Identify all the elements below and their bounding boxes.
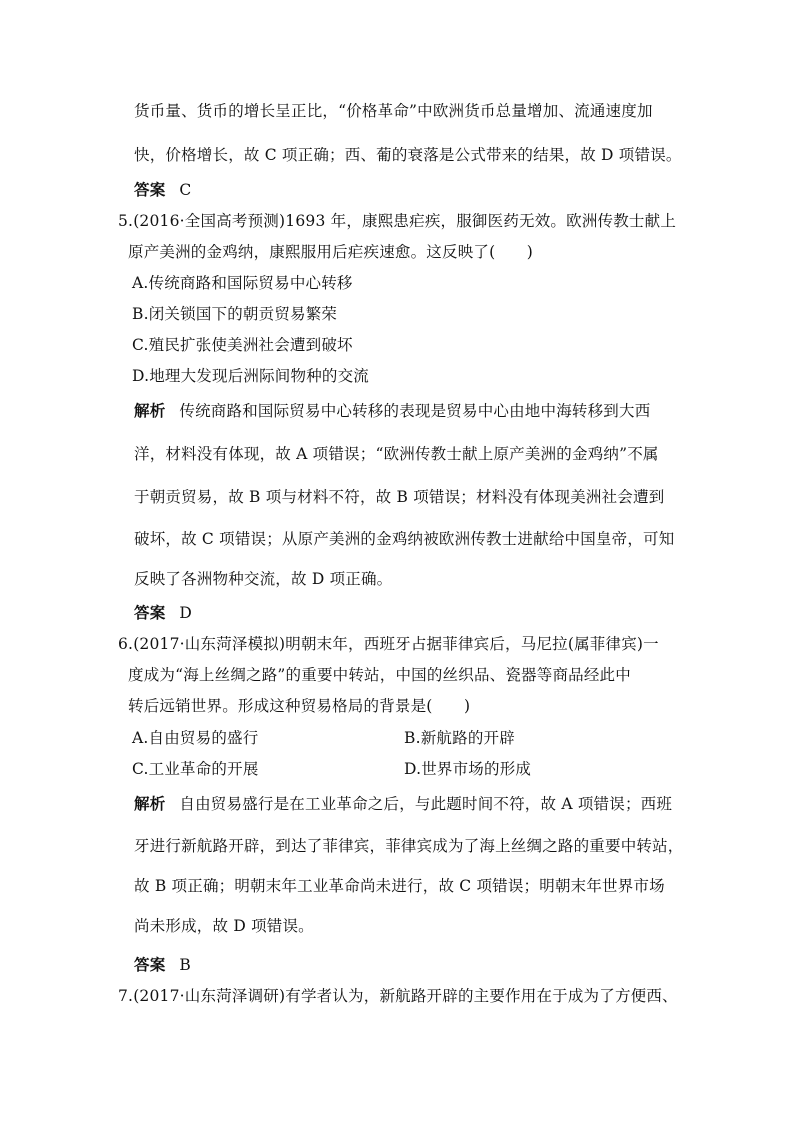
answer-value: B <box>179 956 191 974</box>
q6-explanation-line-3: 故 B 项正确；明朝末年工业革命尚未进行，故 C 项错误；明朝末年世界市场 <box>134 877 665 895</box>
analysis-label: 解析 <box>134 794 166 813</box>
q5-explanation-line-3: 于朝贡贸易，故 B 项与材料不符，故 B 项错误；材料没有体现美洲社会遭到 <box>134 488 665 506</box>
answer-label: 答案 <box>134 955 166 974</box>
explanation-text: 自由贸易盛行是在工业革命之后，与此题时间不符，故 A 项错误；西班 <box>179 795 673 813</box>
q6-explanation-line-2: 牙进行新航路开辟，到达了菲律宾，菲律宾成为了海上丝绸之路的重要中转站， <box>134 837 684 855</box>
q5-answer <box>134 603 192 623</box>
q5-stem-line-2: 原产美洲的金鸡纳，康熙服用后疟疾速愈。这反映了( ) <box>128 243 533 261</box>
q6-stem-line-2: 度成为“海上丝绸之路”的重要中转站，中国的丝织品、瓷器等商品经此中 <box>128 666 631 684</box>
q6-option-d: D.世界市场的形成 <box>404 760 532 778</box>
q6-option-a: A.自由贸易的盛行 <box>132 729 259 747</box>
q5-explanation-line-4: 破坏，故 C 项错误；从原产美洲的金鸡纳被欧洲传教士进献给中国皇帝，可知 <box>134 530 675 548</box>
explanation-text: 传统商路和国际贸易中心转移的表现是贸易中心由地中海转移到大西 <box>179 402 651 420</box>
q4-answer <box>134 180 191 200</box>
q4-explanation-line-2: 快，价格增长，故 C 项正确；西、葡的衰落是公式带来的结果，故 D 项错误。 <box>134 146 682 164</box>
q7-stem-line-1: 7.(2017·山东菏泽调研)有学者认为，新航路开辟的主要作用在于成为了方便西、 <box>118 987 678 1005</box>
q6-answer <box>134 955 191 975</box>
q5-option-b: B.闭关锁国下的朝贡贸易繁荣 <box>132 305 338 323</box>
answer-value: C <box>179 181 192 199</box>
answer-value: D <box>179 604 193 622</box>
q6-explanation-line-1 <box>134 794 672 814</box>
q5-stem-line-1: 5.(2016·全国高考预测)1693 年，康熙患疟疾，服御医药无效。欧洲传教士献上 <box>118 212 677 230</box>
analysis-label: 解析 <box>134 401 166 420</box>
q5-option-a: A.传统商路和国际贸易中心转移 <box>132 274 353 292</box>
answer-label: 答案 <box>134 603 166 622</box>
q6-option-c: C.工业革命的开展 <box>132 760 259 778</box>
q5-explanation-line-1 <box>134 401 650 421</box>
q6-stem-line-1: 6.(2017·山东菏泽模拟)明朝末年，西班牙占据菲律宾后，马尼拉(属菲律宾)一 <box>118 635 659 653</box>
q6-option-b: B.新航路的开辟 <box>404 729 515 747</box>
q5-option-c: C.殖民扩张使美洲社会遭到破坏 <box>132 336 353 354</box>
q5-option-d: D.地理大发现后洲际间物种的交流 <box>132 367 370 385</box>
q5-explanation-line-5: 反映了各洲物种交流，故 D 项正确。 <box>134 570 393 588</box>
q6-stem-line-3: 转后远销世界。形成这种贸易格局的背景是( ) <box>128 697 471 715</box>
q4-explanation-line-1: 货币量、货币的增长呈正比，“价格革命”中欧洲货币总量增加、流通速度加 <box>134 102 653 120</box>
q5-explanation-line-2: 洋，材料没有体现，故 A 项错误；“欧洲传教士献上原产美洲的金鸡纳”不属 <box>134 445 659 463</box>
answer-label: 答案 <box>134 180 166 199</box>
q6-explanation-line-4: 尚未形成，故 D 项错误。 <box>134 917 314 935</box>
